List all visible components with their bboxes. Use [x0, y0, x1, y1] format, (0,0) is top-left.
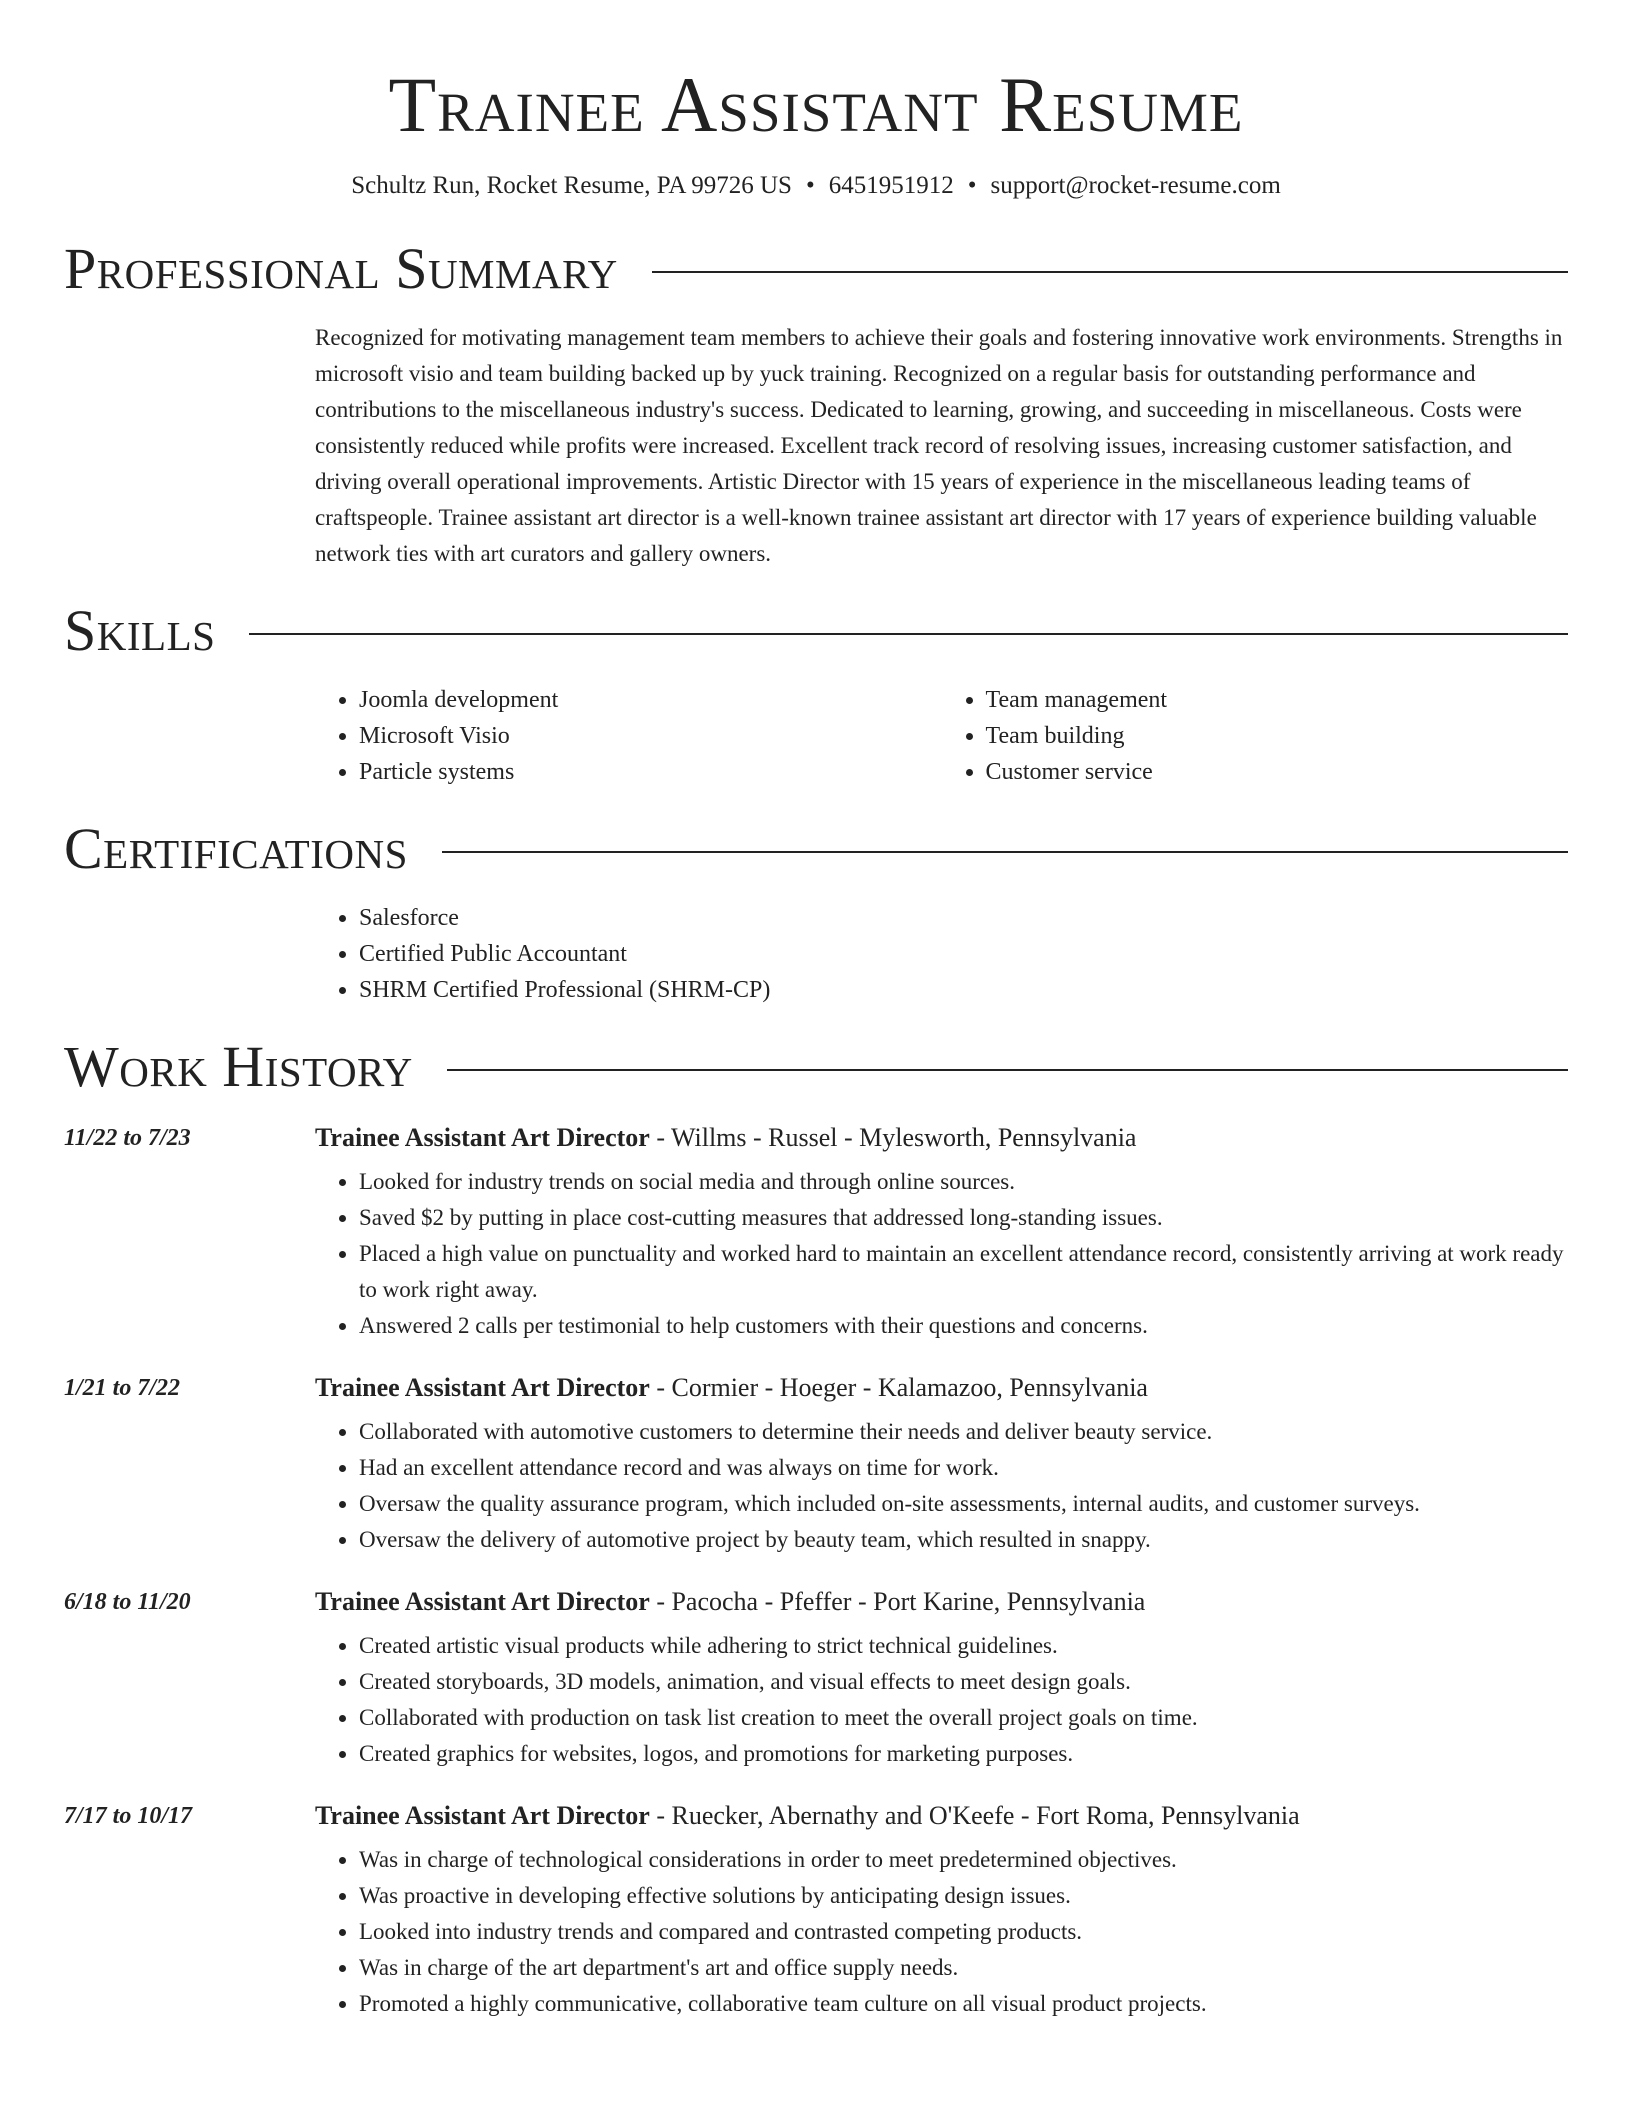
job-bullet: • Oversaw the delivery of automotive project by beauty team, which resulted in snappy. [359, 1522, 1568, 1558]
skills-section-title: Skills [64, 598, 216, 663]
job-dates: 7/17 to 10/17 [64, 1803, 193, 1829]
summary-section-header [64, 236, 1568, 302]
skill-item: • Team management [986, 682, 1569, 718]
job-body [315, 1586, 1568, 1772]
job-dates: 6/18 to 11/20 [64, 1589, 191, 1615]
job-body [315, 1800, 1568, 2022]
certifications-list [315, 900, 1568, 1008]
contact-separator: • [967, 172, 977, 199]
contact-phone: 6451951912 [828, 172, 954, 199]
skill-item: • Particle systems [359, 754, 942, 790]
job-entry [64, 1586, 1568, 1772]
job-bullet: • Created graphics for websites, logos, and promotions for marketing purposes. [359, 1736, 1568, 1772]
section-divider [652, 271, 1568, 273]
certifications-section-title: Certifications [64, 816, 408, 881]
job-bullet: • Collaborated with production on task list creation to meet the overall project goals on time. [359, 1700, 1568, 1736]
job-entry [64, 1800, 1568, 2022]
certifications-section-header [64, 816, 1568, 882]
job-title: Trainee Assistant Art Director [315, 1373, 650, 1402]
job-bullet: • Placed a high value on punctuality and worked hard to maintain an excellent attendance record, consistently arriving at work ready to work right away. [359, 1236, 1568, 1308]
job-dates: 1/21 to 7/22 [64, 1375, 181, 1401]
job-bullet: • Was in charge of the art department's art and office supply needs. [359, 1950, 1568, 1986]
job-company: - Pacocha - Pfeffer - Port Karine, Pennsylvania [649, 1587, 1146, 1616]
resume-name: Trainee Assistant Resume [388, 61, 1244, 148]
job-bullet: • Collaborated with automotive customers to determine their needs and deliver beauty service. [359, 1414, 1568, 1450]
job-bullet: • Looked for industry trends on social media and through online sources. [359, 1164, 1568, 1200]
job-body [315, 1372, 1568, 1558]
job-bullet: • Answered 2 calls per testimonial to help customers with their questions and concerns. [359, 1308, 1568, 1344]
job-heading [315, 1122, 1568, 1154]
section-divider [447, 1069, 1568, 1071]
job-bullet: • Had an excellent attendance record and was always on time for work. [359, 1450, 1568, 1486]
work-section-header [64, 1034, 1568, 1100]
job-body [315, 1122, 1568, 1344]
skill-item: • Microsoft Visio [359, 718, 942, 754]
job-company: - Ruecker, Abernathy and O'Keefe - Fort Roma, Pennsylvania [649, 1801, 1300, 1830]
summary-section-title: Professional Summary [64, 236, 618, 301]
job-bullets [315, 1628, 1568, 1772]
job-bullets [315, 1842, 1568, 2022]
summary-block [315, 320, 1568, 572]
job-bullets [315, 1414, 1568, 1558]
job-entry [64, 1372, 1568, 1558]
job-heading [315, 1586, 1568, 1618]
job-dates: 11/22 to 7/23 [64, 1125, 191, 1151]
job-bullet: • Promoted a highly communicative, collaborative team culture on all visual product projects. [359, 1986, 1568, 2022]
job-bullet: • Was proactive in developing effective solutions by anticipating design issues. [359, 1878, 1568, 1914]
job-title: Trainee Assistant Art Director [315, 1801, 650, 1830]
contact-address: Schultz Run, Rocket Resume, PA 99726 US [351, 172, 792, 199]
summary-text: Recognized for motivating management team members to achieve their goals and fostering innovative work environments. Strengths in microsoft visio and team building backed up by yuck training. Recognized on a regular basis for outstanding performance and contributions to the miscellaneous industry's success. Dedicated to learning, growing, and succeeding in miscellaneous. Costs were consistently reduced while profits were increased. Excellent track record of resolving issues, increasing customer satisfaction, and driving overall operational improvements. Artistic Director with 15 years of experience in the miscellaneous leading teams of craftspeople. Trainee assistant art director is a well-known trainee assistant art director with 17 years of experience building valuable network ties with art curators and gallery owners. [315, 325, 1563, 566]
job-company: - Cormier - Hoeger - Kalamazoo, Pennsylvania [649, 1373, 1148, 1402]
certification-item: • Certified Public Accountant [359, 936, 1568, 972]
work-section-title: Work History [64, 1034, 413, 1099]
skills-list [315, 682, 1568, 790]
skills-column-right [942, 682, 1569, 790]
section-divider [249, 633, 1568, 635]
certification-item: • Salesforce [359, 900, 1568, 936]
job-heading [315, 1800, 1568, 1832]
job-title: Trainee Assistant Art Director [315, 1123, 650, 1152]
job-entry [64, 1122, 1568, 1344]
resume-page [64, 0, 1568, 2022]
section-divider [442, 851, 1568, 853]
job-bullets [315, 1164, 1568, 1344]
skills-column-left [315, 682, 942, 790]
job-bullet: • Was in charge of technological considerations in order to meet predetermined objectives. [359, 1842, 1568, 1878]
job-bullet: • Saved $2 by putting in place cost-cutting measures that addressed long-standing issues. [359, 1200, 1568, 1236]
job-heading [315, 1372, 1568, 1404]
certification-item: • SHRM Certified Professional (SHRM-CP) [359, 972, 1568, 1008]
contact-email: support@rocket-resume.com [990, 172, 1281, 199]
skill-item: • Customer service [986, 754, 1569, 790]
contact-line [64, 170, 1568, 202]
contact-separator: • [805, 172, 815, 199]
job-title: Trainee Assistant Art Director [315, 1587, 650, 1616]
job-bullet: • Created storyboards, 3D models, animation, and visual effects to meet design goals. [359, 1664, 1568, 1700]
job-bullet: • Looked into industry trends and compared and contrasted competing products. [359, 1914, 1568, 1950]
job-bullet: • Created artistic visual products while adhering to strict technical guidelines. [359, 1628, 1568, 1664]
job-bullet: • Oversaw the quality assurance program, which included on-site assessments, internal audits, and customer surveys. [359, 1486, 1568, 1522]
skill-item: • Joomla development [359, 682, 942, 718]
skill-item: • Team building [986, 718, 1569, 754]
skills-section-header [64, 598, 1568, 664]
job-company: - Willms - Russel - Mylesworth, Pennsylvania [649, 1123, 1137, 1152]
